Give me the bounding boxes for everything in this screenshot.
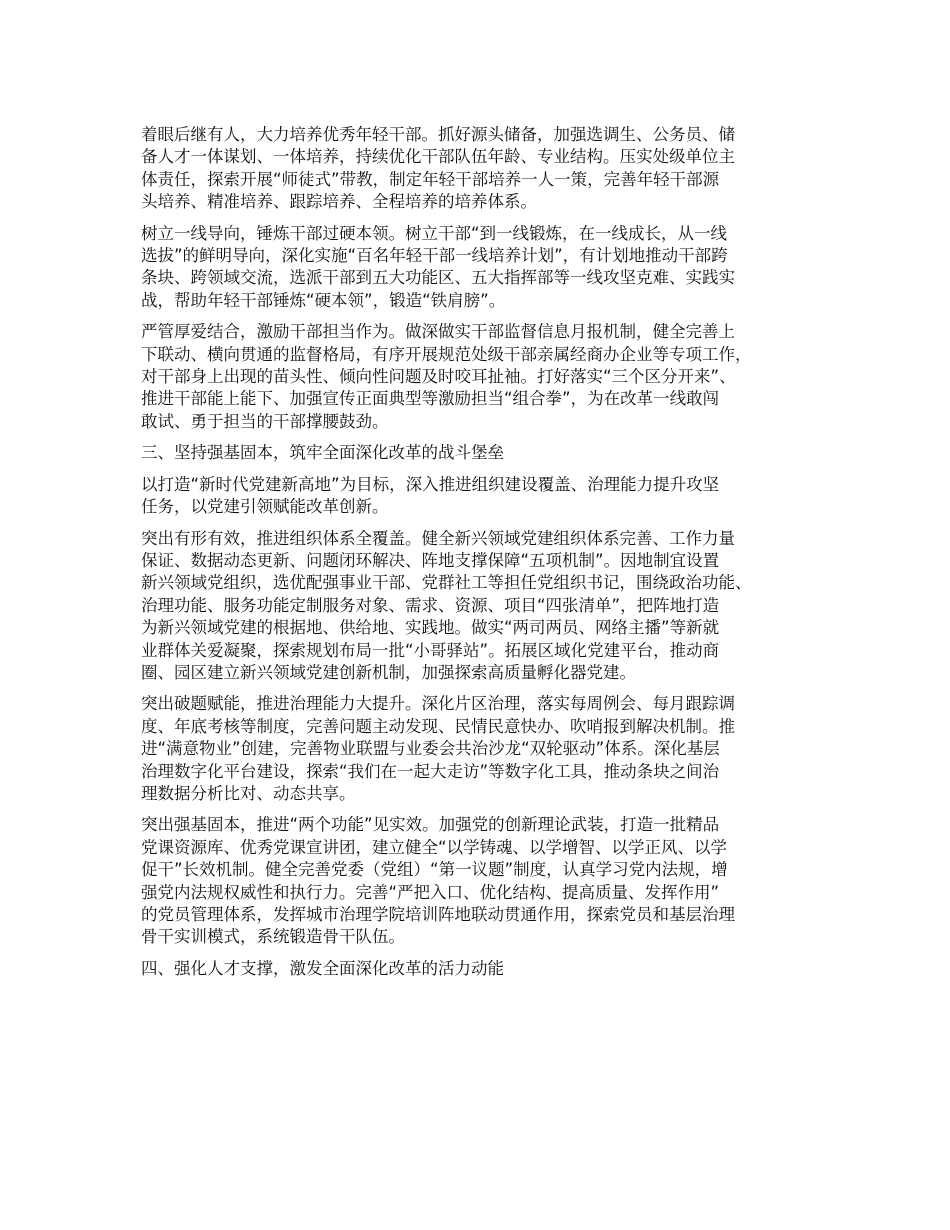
text-line: 备人才一体谋划、一体培养，持续优化干部队伍年龄、专业结构。压实处级单位主 [141,147,735,167]
text-line: 树立一线导向，锤炼干部过硬本领。树立干部“到一线锻炼，在一线成长，从一线 [141,223,728,243]
body-paragraph [141,321,831,433]
text-line: 促干”长效机制。健全完善党委（党组）“第一议题”制度，认真学习党内法规，增 [141,860,728,880]
section-heading [141,442,831,464]
text-line: 对干部身上出现的苗头性、倾向性问题及时咬耳扯袖。打好落实“三个区分开来”、 [141,367,736,387]
text-line: 体责任，探索开展“师徒式”带教，制定年轻干部培养一人一策，完善年轻干部源 [141,169,720,189]
text-line: 突出破题赋能，推进治理能力大提升。深化片区治理，落实每周例会、每月跟踪调 [141,694,735,714]
text-line: 三、坚持强基固本，筑牢全面深化改革的战斗堡垒 [141,443,504,463]
text-line: 敢试、勇于担当的干部撑腰鼓劲。 [141,411,389,431]
text-line: 下联动、横向贯通的监督格局，有序开展规范处级干部亲属经商办企业等专项工作， [141,344,752,364]
text-line: 度、年底考核等制度，完善问题主动发现、民情民意快办、吹哨报到解决机制。推 [141,716,735,736]
text-line: 新兴领域党组织，选优配强事业干部、党群社工等担任党组织书记，围绕政治功能、 [141,573,752,593]
text-line: 四、强化人才支撑，激发全面深化改革的活力动能 [141,958,504,978]
text-line: 的党员管理体系，发挥城市治理学院培训阵地联动贯通作用，探索党员和基层治理 [141,905,735,924]
text-line: 骨干实训模式，系统锻造骨干队伍。 [141,927,405,947]
body-paragraph [141,474,831,519]
text-line: 治理功能、服务功能定制服务对象、需求、资源、项目“四张清单”，把阵地打造 [141,595,720,615]
text-line: 突出有形有效，推进组织体系全覆盖。健全新兴领域党建组织体系完善、工作力量 [141,528,735,548]
text-line: 任务，以党建引领赋能改革创新。 [141,497,389,517]
text-line: 着眼后继有人，大力培养优秀年轻干部。抓好源头储备，加强选调生、公务员、储 [141,125,735,144]
text-line: 保证、数据动态更新、问题闭环解决、阵地支撑保障“五项机制”。因地制宜设置 [141,550,720,570]
text-line: 进“满意物业”创建，完善物业联盟与业委会共治沙龙“双轮驱动”体系。深化基层 [141,739,720,759]
text-line: 党课资源库、优秀党课宣讲团，建立健全“以学铸魂、以学增智、以学正风、以学 [141,837,728,857]
text-line: 以打造“新时代党建新高地”为目标，深入推进组织建设覆盖、治理能力提升攻坚 [141,474,720,494]
text-line: 推进干部能上能下、加强宣传正面典型等激励担当“组合拳”，为在改革一线敢闯 [141,389,720,409]
text-line: 为新兴领域党建的根据地、供给地、实践地。做实“两司两员、网络主播”等新就 [141,618,720,638]
document-body [141,124,831,989]
text-line: 选拔”的鲜明导向，深化实施“百名年轻干部一线培养计划”，有计划地推动干部跨 [141,246,728,266]
text-line: 头培养、精准培养、跟踪培养、全程培养的培养体系。 [141,192,537,212]
text-line: 突出强基固本，推进“两个功能”见实效。加强党的创新理论武装，打造一批精品 [141,815,720,835]
text-line: 条块、跨领域交流，选派干部到五大功能区、五大指挥部等一线攻坚克难、实践实 [141,268,735,288]
body-paragraph [141,814,831,948]
text-line: 战，帮助年轻干部锤炼“硬本领”，锻造“铁肩膀”。 [141,290,506,310]
body-paragraph [141,223,831,313]
section-heading [141,958,831,980]
text-line: 业群体关爱凝聚，探索规划布局一批“小哥驿站”。拓展区域化党建平台，推动商 [141,640,720,660]
text-line: 严管厚爱结合，激励干部担当作为。做深做实干部监督信息月报机制，健全完善上 [141,322,735,342]
body-paragraph [141,528,831,685]
text-line: 强党内法规权威性和执行力。完善“严把入口、优化结构、提高质量、发挥作用” [141,882,720,902]
text-line: 圈、园区建立新兴领域党建创新机制，加强探索高质量孵化器党建。 [141,662,636,682]
text-line: 理数据分析比对、动态共享。 [141,783,356,803]
body-paragraph [141,693,831,805]
text-line: 治理数字化平台建设，探索“我们在一起大走访”等数字化工具，推动条块之间治 [141,761,720,781]
body-paragraph [141,124,831,214]
